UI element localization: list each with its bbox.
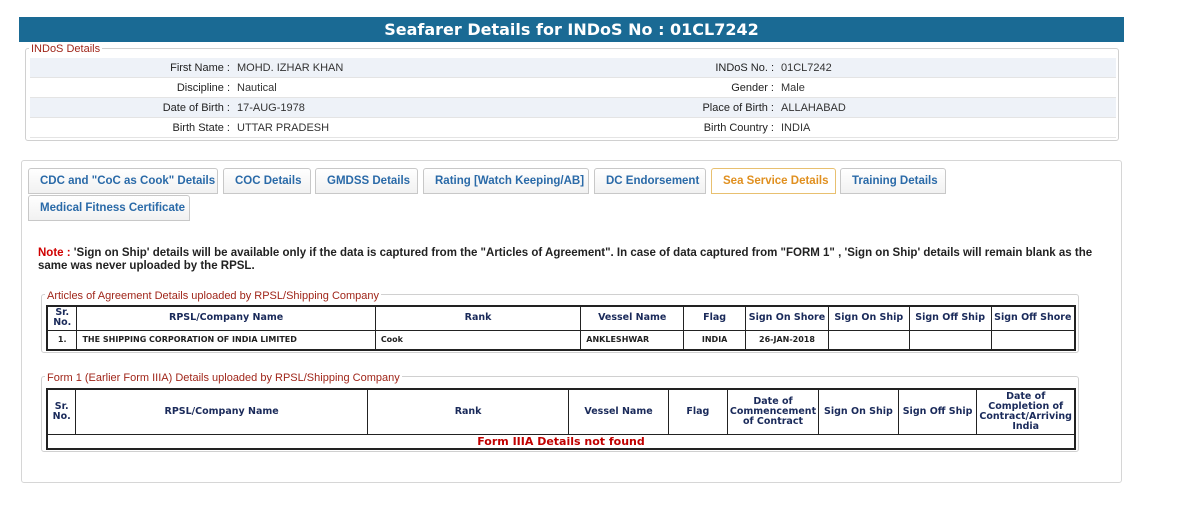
place-of-birth-value: ALLAHABAD — [781, 102, 846, 114]
col-company-name: RPSL/Company Name — [77, 306, 375, 330]
detail-row — [30, 58, 1116, 78]
gender-value: Male — [781, 82, 805, 94]
col-sign-off-ship: Sign Off Ship — [898, 389, 977, 434]
cell-vessel-name: ANKLESHWAR — [581, 330, 684, 350]
col-sign-off-shore: Sign Off Shore — [991, 306, 1075, 330]
col-company-name: RPSL/Company Name — [76, 389, 368, 434]
col-completion-date: Date of Completion of Contract/Arriving India — [977, 389, 1075, 434]
indos-no-label: INDoS No. : — [715, 62, 774, 74]
table-row — [47, 330, 1075, 350]
tab-gmdss-details[interactable]: GMDSS Details — [315, 168, 418, 194]
tab-dc-endorsement[interactable]: DC Endorsement — [594, 168, 706, 194]
cell-company-name: THE SHIPPING CORPORATION OF INDIA LIMITED — [77, 330, 375, 350]
col-sign-off-ship: Sign Off Ship — [909, 306, 991, 330]
place-of-birth-label: Place of Birth : — [702, 102, 774, 114]
detail-row — [30, 98, 1116, 118]
indos-no-value: 01CL7242 — [781, 62, 832, 74]
cell-sr-no: 1. — [47, 330, 77, 350]
first-name-value: MOHD. IZHAR KHAN — [237, 62, 344, 74]
articles-table — [46, 305, 1076, 351]
col-commencement-date: Date of Commencement of Contract — [727, 389, 818, 434]
table-header-row — [47, 306, 1075, 330]
col-flag: Flag — [684, 306, 746, 330]
col-vessel-name: Vessel Name — [581, 306, 684, 330]
birth-country-value: INDIA — [781, 122, 811, 134]
note-text: 'Sign on Ship' details will be available only if the data is captured from the "Articles of Agreement". In case of data captured from "FORM 1" , 'Sign on Ship' details will remain blank as the same was never uploaded by the RPSL. — [38, 247, 1093, 272]
form1-legend: Form 1 (Earlier Form IIIA) Details uploaded by RPSL/Shipping Company — [47, 372, 400, 384]
sign-on-ship-note — [38, 247, 1098, 273]
col-vessel-name: Vessel Name — [569, 389, 668, 434]
col-sr-no: Sr. No. — [47, 306, 77, 330]
col-sign-on-shore: Sign On Shore — [746, 306, 829, 330]
dob-value: 17-AUG-1978 — [237, 102, 305, 114]
col-flag: Flag — [668, 389, 727, 434]
table-row — [47, 434, 1075, 449]
tab-training-details[interactable]: Training Details — [840, 168, 946, 194]
detail-row — [30, 118, 1116, 138]
discipline-label: Discipline : — [176, 82, 230, 94]
indos-details-legend: INDoS Details — [31, 43, 101, 55]
gender-label: Gender : — [731, 82, 774, 94]
dob-label: Date of Birth : — [162, 102, 230, 114]
col-sr-no: Sr. No. — [47, 389, 76, 434]
note-prefix: Note : — [38, 247, 71, 259]
form1-not-found-message: Form IIIA Details not found — [47, 434, 1075, 449]
form1-table — [46, 388, 1076, 450]
tab-cdc-details[interactable]: CDC and "CoC as Cook" Details — [28, 168, 218, 194]
birth-state-value: UTTAR PRADESH — [237, 122, 330, 134]
tab-rating-details[interactable]: Rating [Watch Keeping/AB] — [423, 168, 589, 194]
tab-coc-details[interactable]: COC Details — [223, 168, 311, 194]
indos-details-panel — [25, 48, 1119, 141]
cell-rank: Cook — [375, 330, 580, 350]
tab-sea-service-details[interactable]: Sea Service Details — [711, 168, 836, 194]
articles-legend: Articles of Agreement Details uploaded by RPSL/Shipping Company — [47, 290, 380, 302]
col-sign-on-ship: Sign On Ship — [828, 306, 909, 330]
birth-state-label: Birth State : — [172, 122, 230, 134]
first-name-label: First Name : — [170, 62, 230, 74]
discipline-value: Nautical — [237, 82, 277, 94]
birth-country-label: Birth Country : — [703, 122, 774, 134]
tab-medical-fitness[interactable]: Medical Fitness Certificate — [28, 195, 190, 221]
cell-sign-on-ship — [828, 330, 909, 350]
col-rank: Rank — [367, 389, 568, 434]
detail-row — [30, 78, 1116, 98]
cell-sign-off-shore — [991, 330, 1075, 350]
page-title: Seafarer Details for INDoS No : 01CL7242 — [19, 17, 1124, 42]
cell-flag: INDIA — [684, 330, 746, 350]
col-sign-on-ship: Sign On Ship — [819, 389, 899, 434]
cell-sign-off-ship — [909, 330, 991, 350]
table-header-row — [47, 389, 1075, 434]
cell-sign-on-shore: 26-JAN-2018 — [746, 330, 829, 350]
col-rank: Rank — [375, 306, 580, 330]
